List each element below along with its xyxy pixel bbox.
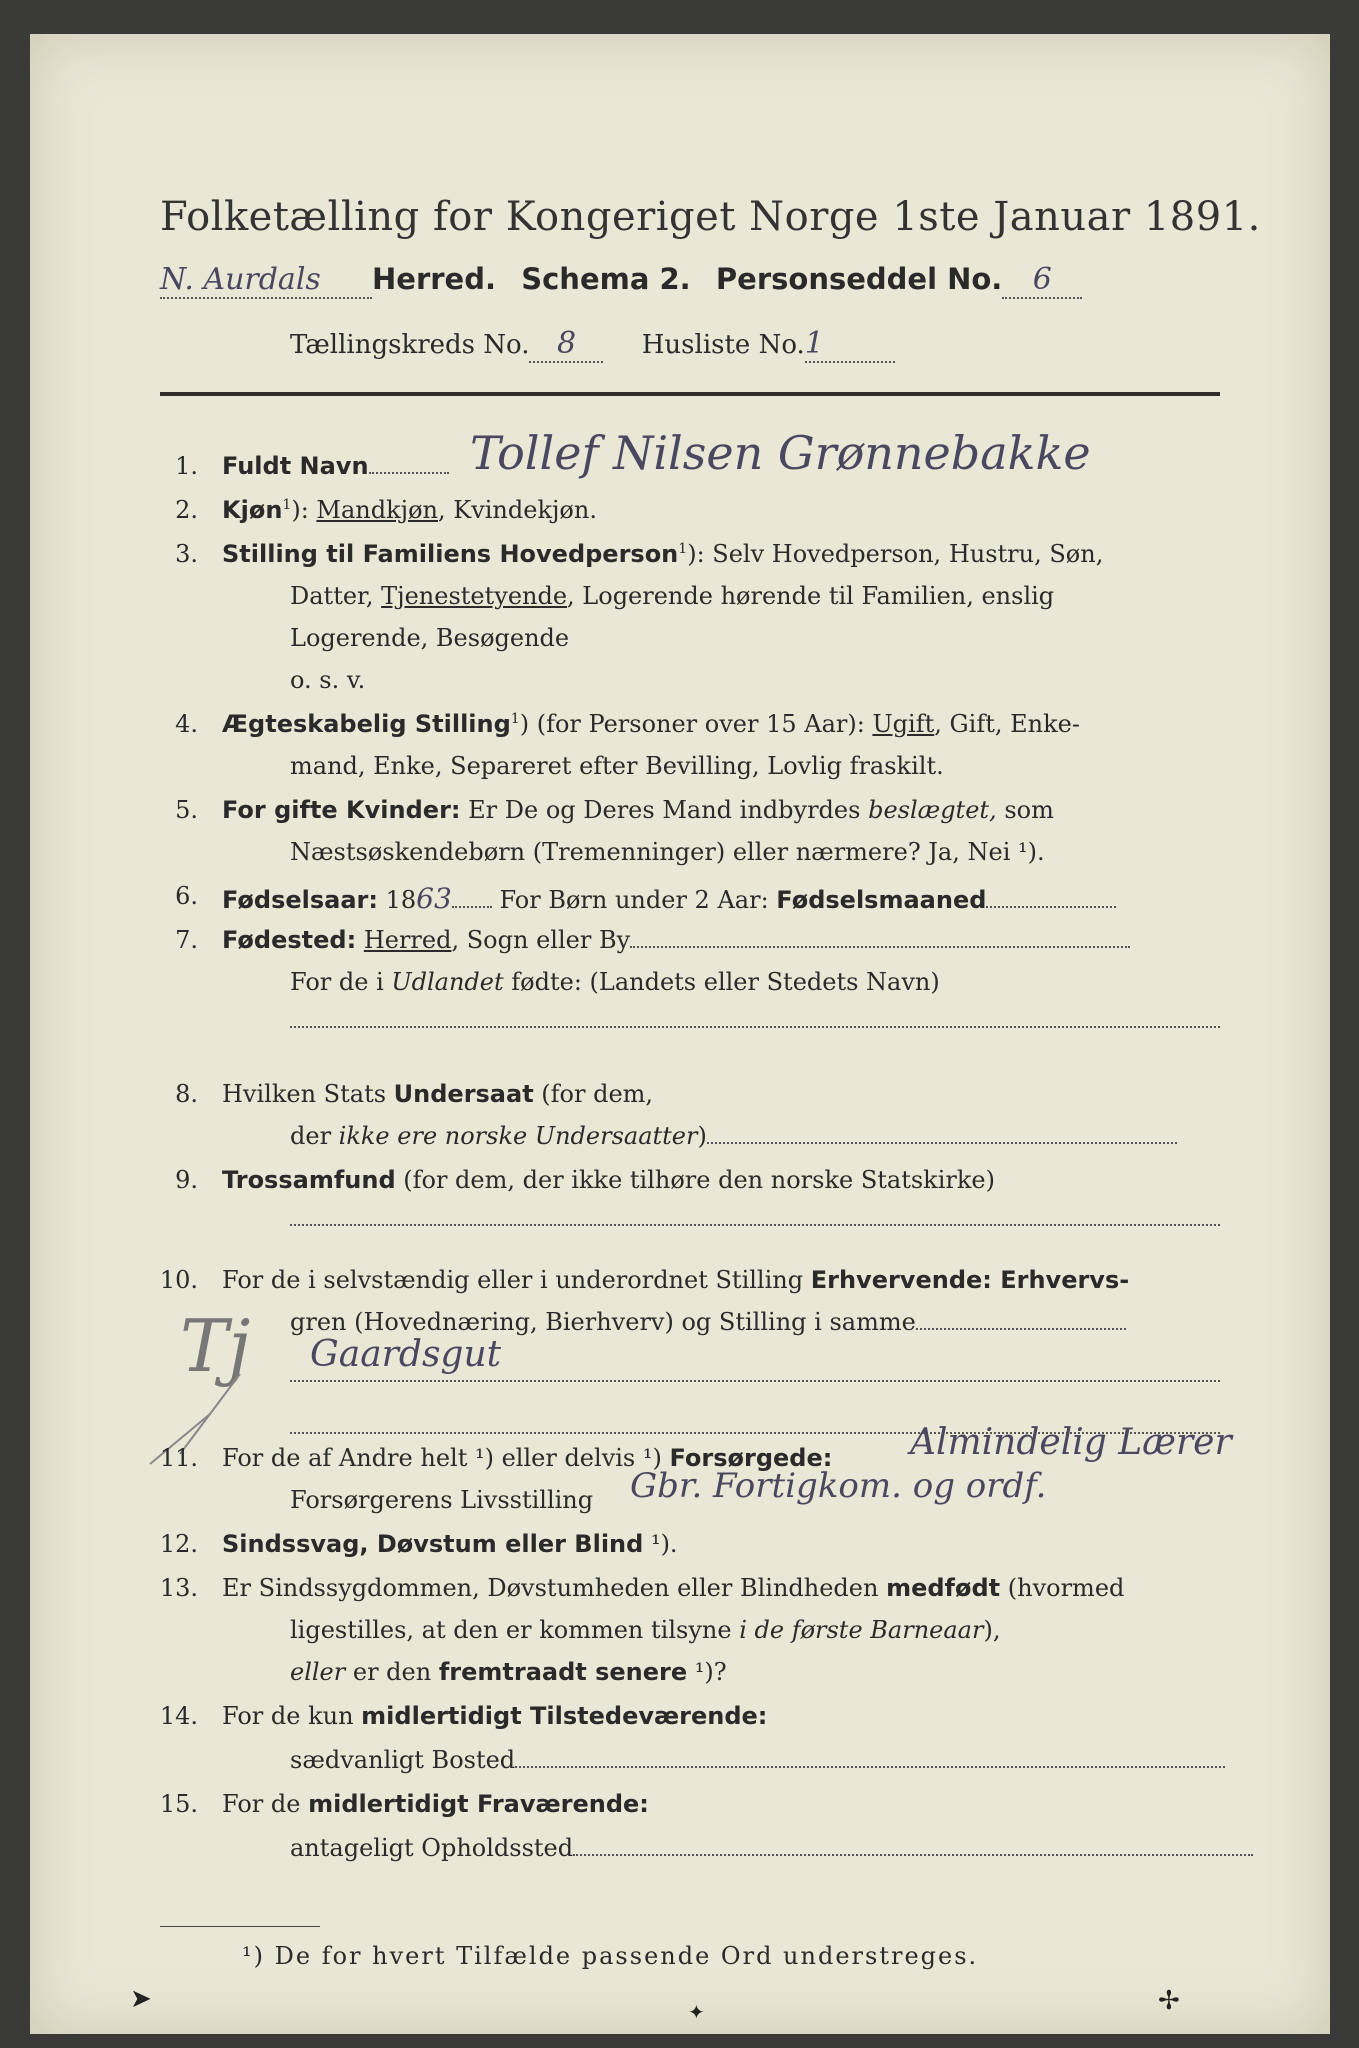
q2-row: Kjøn$^1$): Mandkjøn, Kvindekjøn. — [222, 496, 597, 524]
q3-label: Stilling til Familiens Hovedperson — [222, 540, 679, 568]
q15-row-2: antageligt Opholdssted — [290, 1834, 1253, 1862]
q5-row-2: Næstsøskendebørn (Tremenninger) eller nærmere? Ja, Nei ¹). — [290, 838, 1045, 866]
scan-mark-center-icon: ✦ — [688, 2000, 705, 2024]
q10-answer-line-1 — [290, 1380, 1220, 1383]
q4-row-1: Ægteskabelig Stilling$^1$) (for Personer over 15 Aar): Ugift, Gift, Enke- — [222, 710, 1080, 738]
q4-number: 4. — [175, 710, 198, 738]
personseddel-label: Personseddel No. — [715, 262, 1003, 296]
q10-number: 10. — [159, 1266, 198, 1294]
header-line-herred — [160, 262, 1082, 299]
husliste-label: Husliste No. — [641, 330, 805, 360]
q7-row-2: For de i Udlandet fødte: (Landets eller Stedets Navn) — [290, 968, 940, 996]
q11-row-1: For de af Andre helt ¹) eller delvis ¹) Forsørgede: — [222, 1444, 833, 1472]
q1-row — [222, 452, 449, 480]
q11-row-2: Forsørgerens Livsstilling — [290, 1486, 594, 1514]
q7-number: 7. — [175, 926, 198, 954]
q15-row-1: For de midlertidigt Fraværende: — [222, 1790, 649, 1818]
q2-option-mandkjon: Mandkjøn — [316, 496, 438, 524]
q6-number: 6. — [175, 882, 198, 910]
q6-birthyear-value: 63 — [416, 882, 452, 915]
form-title: Folketælling for Kongeriget Norge 1ste Januar 1891. — [160, 194, 1261, 240]
scan-mark-right-icon: ✢ — [1158, 1986, 1180, 2016]
q2-label: Kjøn — [222, 496, 283, 524]
q12-number: 12. — [159, 1530, 198, 1558]
q11-livsstilling-value: Gbr. Fortigkom. og ordf. — [630, 1466, 1047, 1506]
q4-label: Ægteskabelig Stilling — [222, 710, 511, 738]
q3-number: 3. — [175, 540, 198, 568]
q13-row-2: ligestilles, at den er kommen tilsyne i de første Barneaar), — [290, 1616, 1001, 1644]
q11-label: Forsørgede: — [669, 1444, 833, 1472]
q6-label: Fødselsaar: — [222, 886, 378, 914]
q1-label: Fuldt Navn — [222, 452, 369, 480]
q12-row: Sindssvag, Døvstum eller Blind ¹). — [222, 1530, 678, 1558]
q8-row-2: der ikke ere norske Undersaatter) — [290, 1122, 1177, 1150]
q14-number: 14. — [159, 1702, 198, 1730]
q15-number: 15. — [159, 1790, 198, 1818]
husliste-value: 1 — [805, 326, 895, 363]
q11-number: 11. — [159, 1444, 198, 1472]
q3-option-tjenestetyende: Tjenestetyende — [381, 582, 568, 610]
herred-label: Herred. — [372, 262, 496, 296]
q13-row-3: eller er den fremtraadt senere ¹)? — [290, 1658, 727, 1686]
q9-label: Trossamfund — [222, 1166, 396, 1194]
q2-number: 2. — [175, 496, 198, 524]
q13-number: 13. — [159, 1574, 198, 1602]
q10-margin-pencil-note: Tj — [180, 1304, 251, 1388]
q3-row-3: Logerende, Besøgende — [290, 624, 570, 652]
footnote-rule — [160, 1926, 320, 1927]
census-form-page — [30, 34, 1330, 2034]
q10-label: Erhvervende: Erhvervs- — [810, 1266, 1130, 1294]
q9-row: Trossamfund (for dem, der ikke tilhøre den norske Statskirke) — [222, 1166, 995, 1194]
q1-name-value: Tollef Nilsen Grønnebakke — [470, 426, 1091, 480]
kreds-label: Tællingskreds No. — [290, 330, 530, 360]
q15-label: midlertidigt Fraværende: — [308, 1790, 649, 1818]
personseddel-value: 6 — [1002, 262, 1082, 299]
footnote-text: ¹) De for hvert Tilfælde passende Ord understreges. — [242, 1942, 979, 1970]
q7-answer-line — [290, 1026, 1220, 1029]
q10-occupation-value: Gaardsgut — [310, 1334, 502, 1375]
q4-row-2: mand, Enke, Separeret efter Bevilling, Lovlig fraskilt. — [290, 752, 944, 780]
q7-label: Fødested: — [222, 926, 357, 954]
q14-row-2: sædvanligt Bosted — [290, 1746, 1225, 1774]
q6-label-month: Fødselsmaaned — [776, 886, 987, 914]
q7-row-1: Fødested: Herred, Sogn eller By — [222, 926, 1130, 954]
q13-row-1: Er Sindssygdommen, Døvstumheden eller Blindheden medfødt (hvormed — [222, 1574, 1125, 1602]
q5-number: 5. — [175, 796, 198, 824]
q8-number: 8. — [175, 1080, 198, 1108]
header-line-kreds — [290, 326, 895, 363]
kreds-value: 8 — [529, 326, 603, 363]
q8-row-1: Hvilken Stats Undersaat (for dem, — [222, 1080, 654, 1108]
herred-value: N. Aurdals — [160, 262, 372, 299]
q10-row-2: gren (Hovednæring, Bierhverv) og Stilling i samme — [290, 1308, 1126, 1336]
schema-label: Schema 2. — [521, 262, 691, 296]
q9-answer-line — [290, 1224, 1220, 1227]
q3-row-4: o. s. v. — [290, 666, 366, 694]
header-rule — [160, 392, 1220, 396]
q3-row-2: Datter, Tjenestetyende, Logerende hørende til Familien, enslig — [290, 582, 1055, 610]
q3-row-1: Stilling til Familiens Hovedperson$^1$): Selv Hovedperson, Hustru, Søn, — [222, 540, 1104, 568]
q5-label: For gifte Kvinder: — [222, 796, 461, 824]
q6-row: Fødselsaar: 1863 For Børn under 2 Aar: Fødselsmaaned — [222, 882, 1116, 915]
scan-mark-left-icon: ➤ — [130, 1984, 152, 2014]
q7-option-herred: Herred — [363, 926, 452, 954]
q4-option-ugift: Ugift — [872, 710, 935, 738]
q14-label: midlertidigt Tilstedeværende: — [361, 1702, 768, 1730]
q14-row-1: For de kun midlertidigt Tilstedeværende: — [222, 1702, 768, 1730]
q10-row-1: For de i selvstændig eller i underordnet Stilling Erhvervende: Erhvervs- — [222, 1266, 1130, 1294]
q11-forsorget-value: Almindelig Lærer — [910, 1422, 1232, 1463]
q8-label: Undersaat — [393, 1080, 534, 1108]
q5-row-1: For gifte Kvinder: Er De og Deres Mand indbyrdes beslægtet, som — [222, 796, 1054, 824]
q9-number: 9. — [175, 1166, 198, 1194]
q12-label: Sindssvag, Døvstum eller Blind — [222, 1530, 644, 1558]
q1-number: 1. — [175, 452, 198, 480]
